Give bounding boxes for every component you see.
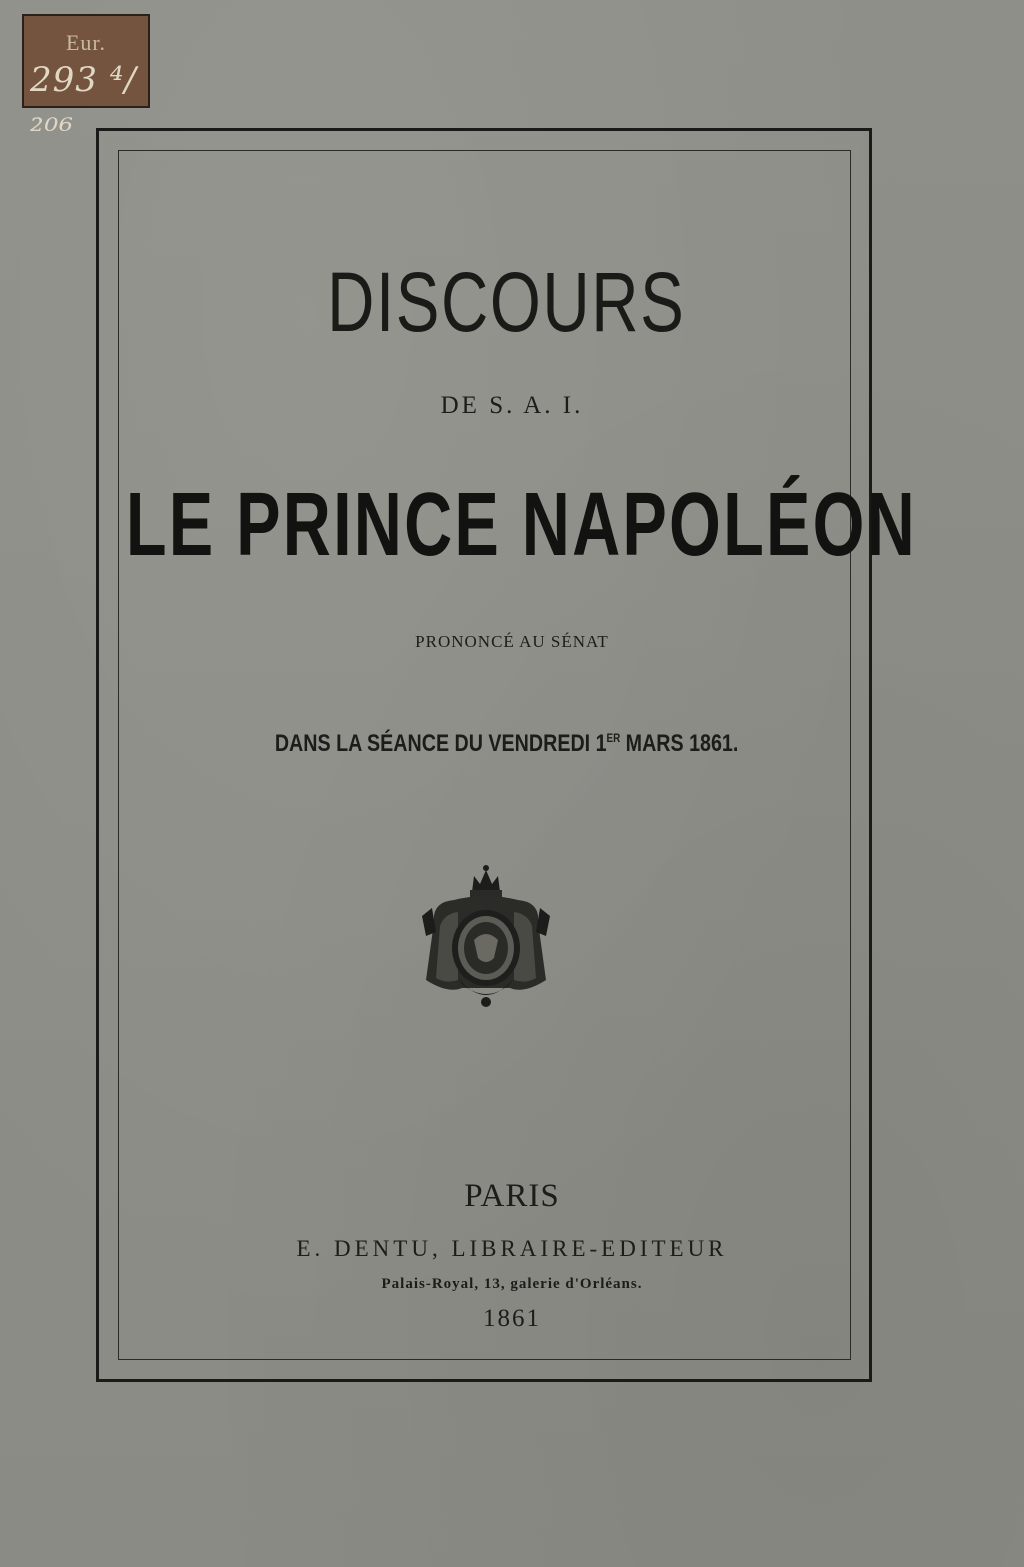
imperial-coat-of-arms-icon [414, 862, 558, 1012]
publisher: E. DENTU, LIBRAIRE-EDITEUR [296, 1236, 728, 1261]
delivered-at: PRONONCÉ AU SÉNAT [415, 632, 609, 651]
publication-year: 1861 [483, 1305, 541, 1332]
shelfmark-label [22, 14, 150, 140]
shelfmark-line-2: 293 ⁴/₂₀₆ [30, 60, 137, 140]
session-date [87, 730, 927, 758]
author-name: LE PRINCE NAPOLÉON [125, 475, 917, 575]
byline: DE S. A. I. [440, 392, 584, 419]
publication-city: PARIS [464, 1178, 560, 1214]
cover-title: DISCOURS [327, 255, 686, 349]
session-prefix: DANS LA SÉANCE DU VENDREDI 1 [274, 730, 607, 757]
publisher-address: Palais-Royal, 13, galerie d'Orléans. [381, 1276, 643, 1292]
session-suffix: MARS 1861. [620, 730, 739, 757]
session-ordinal: ER [606, 731, 621, 745]
shelfmark-line-1: Eur. [65, 30, 107, 55]
